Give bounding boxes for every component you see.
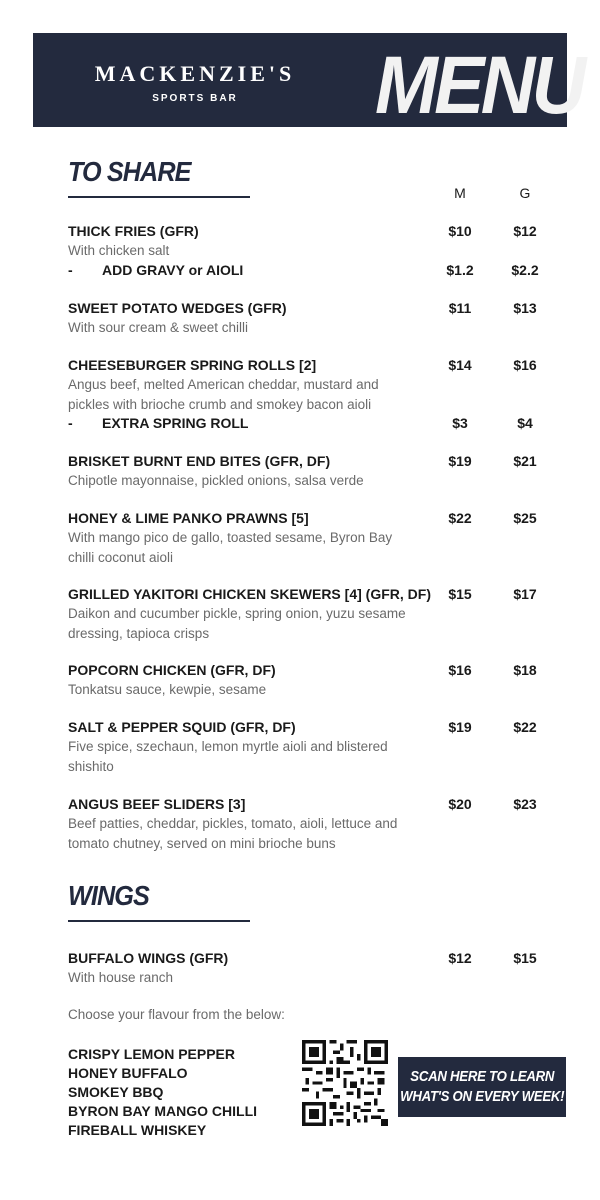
addon-price-large: $4 — [517, 415, 533, 431]
price-medium: $19 — [448, 719, 472, 735]
addon-label: ADD GRAVY or AIOLI — [102, 261, 244, 278]
flavour-list — [68, 1045, 257, 1140]
item-name: BUFFALO WINGS (GFR) — [68, 950, 229, 966]
menu-item — [68, 795, 568, 853]
item-name: BRISKET BURNT END BITES (GFR, DF) — [68, 453, 331, 469]
addon-price-medium: $3 — [452, 415, 468, 431]
item-name: THICK FRIES (GFR) — [68, 223, 199, 239]
brand-logo — [73, 61, 317, 104]
scan-promo-line: SCAN HERE TO LEARN — [410, 1068, 554, 1085]
column-header-medium: M — [454, 185, 466, 201]
item-description: With house ranch — [68, 970, 174, 985]
price-large: $13 — [513, 300, 537, 316]
price-large: $16 — [513, 357, 537, 373]
price-medium: $14 — [448, 357, 472, 373]
price-large: $23 — [513, 796, 537, 812]
menu-title: MENU — [375, 40, 583, 131]
item-name: ANGUS BEEF SLIDERS [3] — [68, 796, 246, 812]
scan-promo-line: WHAT'S ON EVERY WEEK! — [399, 1088, 565, 1105]
price-large: $22 — [513, 719, 537, 735]
item-addon — [68, 261, 568, 280]
price-large: $25 — [513, 510, 537, 526]
item-addon — [68, 414, 568, 433]
price-large: $12 — [513, 223, 537, 239]
flavour-item: HONEY BUFFALO — [68, 1065, 188, 1081]
addon-price-medium: $1.2 — [446, 261, 474, 278]
item-name: SALT & PEPPER SQUID (GFR, DF) — [68, 719, 296, 735]
column-header-large: G — [519, 185, 531, 201]
price-medium: $10 — [448, 223, 472, 239]
section-divider — [68, 920, 250, 922]
flavour-instruction: Choose your flavour from the below: — [68, 1007, 285, 1022]
price-medium: $12 — [448, 950, 472, 966]
addon-price-large: $2.2 — [511, 261, 539, 278]
price-medium: $11 — [448, 300, 472, 316]
flavour-item: SMOKEY BBQ — [68, 1084, 164, 1100]
scan-promo-banner — [398, 1057, 566, 1117]
section-title-to-share: TO SHARE — [68, 156, 191, 187]
addon-dash: - — [68, 415, 73, 431]
menu-item — [68, 718, 568, 776]
menu-item — [68, 222, 568, 280]
item-name: CHEESEBURGER SPRING ROLLS [2] — [68, 357, 317, 373]
brand-subtitle: SPORTS BAR — [152, 93, 238, 104]
price-large: $17 — [513, 586, 537, 602]
flavour-item: CRISPY LEMON PEPPER — [68, 1046, 236, 1062]
price-large: $18 — [513, 662, 537, 678]
addon-label: EXTRA SPRING ROLL — [102, 415, 249, 431]
section-title-wings: WINGS — [68, 880, 149, 911]
qr-code-icon[interactable] — [302, 1040, 388, 1126]
price-large: $21 — [513, 453, 537, 469]
price-medium: $22 — [448, 510, 472, 526]
brand-name: MACKENZIE'S — [94, 61, 296, 86]
item-description: Tonkatsu sauce, kewpie, sesame — [68, 682, 267, 697]
item-description: With sour cream & sweet chilli — [68, 320, 249, 335]
item-name: SWEET POTATO WEDGES (GFR) — [68, 300, 287, 316]
item-description: Angus beef, melted American cheddar, mustard and pickles with brioche crumb and smokey bacon aioli — [68, 377, 379, 412]
flavour-item: FIREBALL WHISKEY — [68, 1122, 207, 1138]
price-medium: $16 — [448, 662, 472, 678]
menu-header — [33, 33, 583, 131]
item-description: Daikon and cucumber pickle, spring onion, yuzu sesame dressing, tapioca crisps — [68, 606, 406, 641]
item-name: GRILLED YAKITORI CHICKEN SKEWERS [4] (GFR, DF) — [68, 586, 431, 602]
menu-item — [68, 452, 568, 491]
item-name: POPCORN CHICKEN (GFR, DF) — [68, 662, 276, 678]
item-name: HONEY & LIME PANKO PRAWNS [5] — [68, 510, 309, 526]
menu-item — [68, 661, 568, 700]
price-large: $15 — [513, 950, 537, 966]
flavour-item: BYRON BAY MANGO CHILLI — [68, 1103, 258, 1119]
scan-promo-text — [400, 1067, 564, 1107]
menu-item — [68, 299, 568, 338]
menu-item — [68, 356, 568, 433]
price-medium: $19 — [448, 453, 472, 469]
item-description: Five spice, szechaun, lemon myrtle aioli and blistered shishito — [68, 739, 388, 774]
menu-item — [68, 509, 568, 567]
item-description: With mango pico de gallo, toasted sesame, Byron Bay chilli coconut aioli — [68, 530, 393, 565]
menu-item — [68, 949, 568, 988]
item-description: With chicken salt — [68, 243, 170, 258]
section-divider — [68, 196, 250, 198]
price-medium: $20 — [448, 796, 472, 812]
price-medium: $15 — [448, 586, 472, 602]
addon-dash: - — [68, 261, 73, 278]
menu-item — [68, 585, 568, 643]
item-description: Chipotle mayonnaise, pickled onions, salsa verde — [68, 473, 364, 488]
item-description: Beef patties, cheddar, pickles, tomato, aioli, lettuce and tomato chutney, served on mini brioche buns — [68, 816, 398, 851]
